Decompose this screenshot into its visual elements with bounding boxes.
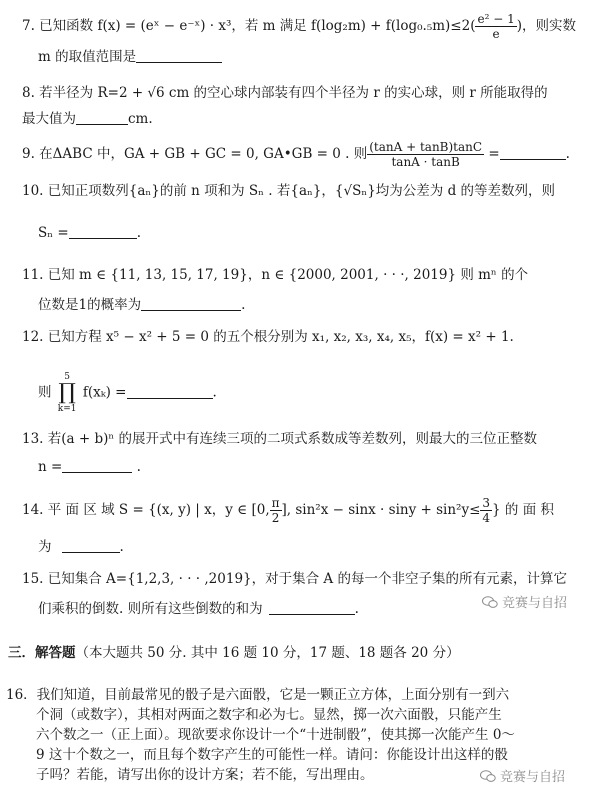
- answer-blank[interactable]: [500, 145, 566, 160]
- question-12-line-2: 则 5 ∏ k=1 f(xₖ) = .: [38, 372, 217, 414]
- answer-blank[interactable]: [136, 48, 222, 63]
- question-15-line-1: 15. 已知集合 A={1,2,3, · · · ,2019}，对于集合 A 的每一个非空子集的所有元素，计算它: [22, 571, 567, 587]
- question-7-line-1: 7. 已知函数 f(x) = (eˣ − e⁻ˣ) · x³，若 m 满足 f(log₂m) + f(log₀.₅m)≤2( $\frac{\text{e² − 1}}{e}$ )，则实数: [22, 12, 576, 41]
- question-13-line-2: n = .: [38, 459, 141, 475]
- fraction: $\frac{3}{4}$: [482, 496, 491, 525]
- answer-blank[interactable]: [62, 458, 132, 473]
- question-9: 9. 在ΔABC 中，GA + GB + GC = 0, GA•GB = 0 . 则 $\frac{(\tan A + \tan B)\tan C}{\tan A \cdot \tan B}$ = .: [22, 140, 570, 169]
- fraction: $\frac{(\tan A + \tan B)\tan C}{\tan A \cdot \tan B}$: [369, 140, 483, 169]
- fraction: $\frac{\pi}{2}$: [271, 496, 280, 525]
- question-16-line-5: 子吗？若能，请写出你的设计方案；若不能，写出理由。: [36, 767, 374, 783]
- question-16-line-2: 个洞（或数字），其相对两面之数字和必为七。显然，掷一次六面骰，只能产生: [36, 707, 502, 723]
- question-10-line-2: Sₙ = .: [38, 225, 141, 241]
- question-12-line-1: 12. 已知方程 x⁵ − x² + 5 = 0 的五个根分别为 x₁, x₂, x₃, x₄, x₅，f(x) = x² + 1.: [22, 329, 514, 345]
- question-10-line-1: 10. 已知正项数列{aₙ}的前 n 项和为 Sₙ . 若{aₙ}，{√Sₙ}均为公差为 d 的等差数列，则: [22, 183, 556, 199]
- question-8-line-1: 8. 若半径为 R=2 + √6 cm 的空心球内部装有四个半径为 r 的实心球，则 r 所能取得的: [22, 85, 548, 101]
- question-13-line-1: 13. 若(a + b)ⁿ 的展开式中有连续三项的二项式系数成等差数列，则最大的三位正整数: [22, 431, 538, 447]
- wechat-icon: [480, 770, 496, 782]
- question-14-line-1: 14. 平 面 区 域 S = {(x, y) | x，y ∈ [0, $\frac{\pi}{2}$ ], sin²x − sinx · siny + sin²y≤ $\frac{3}{4}$ } 的 面 积: [22, 496, 554, 525]
- question-11-line-2: 位数是1的概率为 .: [38, 297, 246, 313]
- question-14-line-2: 为 .: [38, 539, 124, 555]
- watermark: 竞赛与自招: [480, 766, 565, 785]
- fraction: $\frac{\text{e² − 1}}{e}$: [477, 12, 515, 41]
- question-16-line-1: 16．我们知道，目前最常见的骰子是六面骰，它是一颗正立方体，上面分别有一到六: [6, 687, 510, 703]
- question-15-line-2: 们乘积的倒数. 则所有这些倒数的和为 .: [38, 601, 359, 617]
- question-16-line-3: 六个数之一（正上面）。现欲要求你设计一个“十进制骰”，使其掷一次能产生 0～: [36, 727, 515, 743]
- product-symbol: 5 ∏ k=1: [57, 372, 77, 414]
- section-heading: 三．解答题（本大题共 50 分. 其中 16 题 10 分，17 题、18 题各 20 分）: [8, 645, 460, 661]
- answer-blank[interactable]: [141, 296, 241, 311]
- answer-blank[interactable]: [69, 224, 137, 239]
- wechat-icon: [482, 596, 498, 608]
- answer-blank[interactable]: [127, 384, 213, 399]
- answer-blank[interactable]: [269, 600, 355, 615]
- question-11-line-1: 11. 已知 m ∈ {11, 13, 15, 17, 19}，n ∈ {2000, 2001, · · ·, 2019} 则 mⁿ 的个: [22, 267, 529, 283]
- question-8-line-2: 最大值为 cm.: [22, 111, 153, 127]
- question-7-line-2: m 的取值范围是: [38, 48, 222, 66]
- answer-blank[interactable]: [62, 538, 120, 553]
- answer-blank[interactable]: [76, 110, 128, 125]
- watermark: 竞赛与自招: [482, 592, 567, 611]
- question-16-line-4: 9 这十个数之一，而且每个数字产生的可能性一样。请问：你能设计出这样的骰: [36, 747, 508, 763]
